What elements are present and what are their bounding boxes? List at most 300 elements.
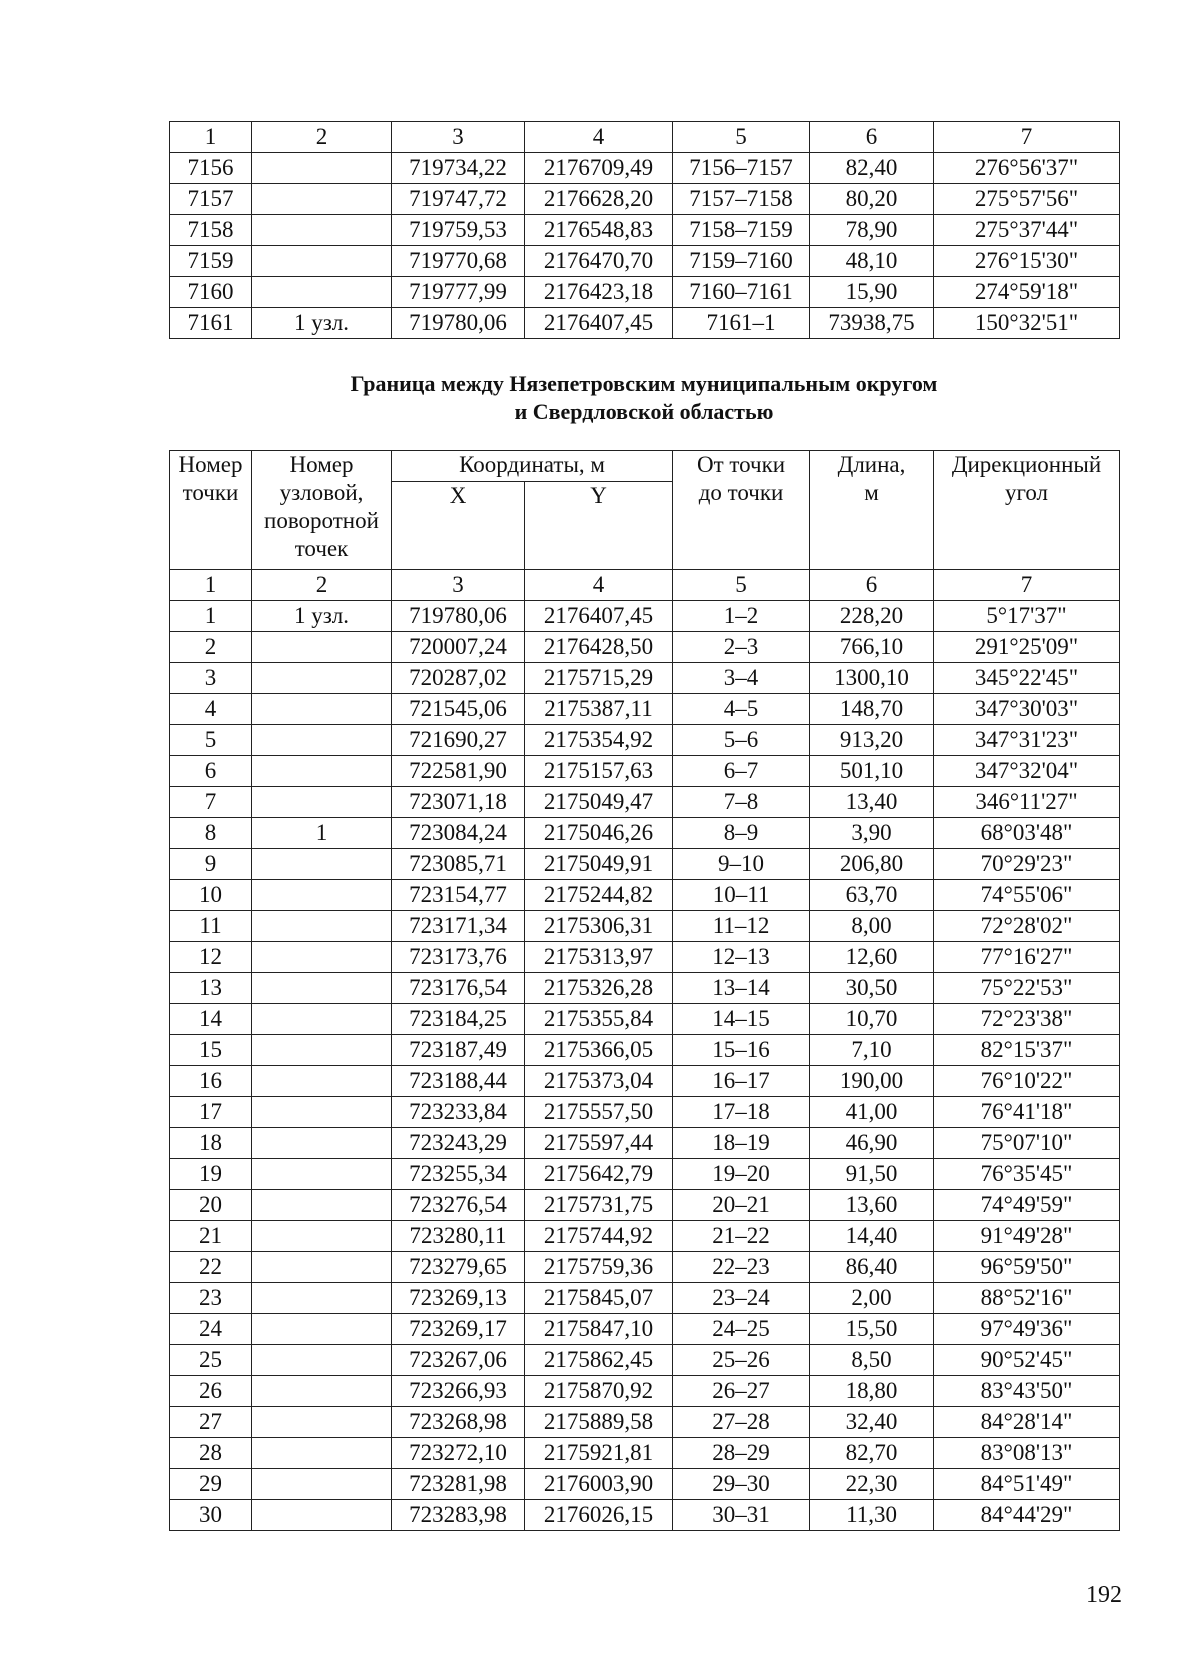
table-cell: 11–12 bbox=[673, 911, 810, 942]
table-cell: 276°15'30" bbox=[934, 246, 1120, 277]
table-cell bbox=[252, 1283, 392, 1314]
column-number-cell: 4 bbox=[525, 122, 673, 153]
table-cell: 7161 bbox=[170, 308, 252, 339]
table-cell bbox=[252, 1004, 392, 1035]
table-cell: 148,70 bbox=[810, 694, 934, 725]
table-cell: 46,90 bbox=[810, 1128, 934, 1159]
table-cell: 2175744,92 bbox=[525, 1221, 673, 1252]
table-cell: 2176709,49 bbox=[525, 153, 673, 184]
table-cell: 77°16'27" bbox=[934, 942, 1120, 973]
table-cell: 21–22 bbox=[673, 1221, 810, 1252]
table-cell: 2175354,92 bbox=[525, 725, 673, 756]
table-cell: 10,70 bbox=[810, 1004, 934, 1035]
table-cell: 16 bbox=[170, 1066, 252, 1097]
table-cell: 2175387,11 bbox=[525, 694, 673, 725]
table-cell: 2175731,75 bbox=[525, 1190, 673, 1221]
table-cell: 2175366,05 bbox=[525, 1035, 673, 1066]
table-cell: 13–14 bbox=[673, 973, 810, 1004]
table-cell: 4 bbox=[170, 694, 252, 725]
table-cell: 7156–7157 bbox=[673, 153, 810, 184]
table-cell: 2 bbox=[170, 632, 252, 663]
table-cell: 25 bbox=[170, 1345, 252, 1376]
table-cell: 3–4 bbox=[673, 663, 810, 694]
table-cell bbox=[252, 215, 392, 246]
table-cell: 8,50 bbox=[810, 1345, 934, 1376]
table-cell: 5 bbox=[170, 725, 252, 756]
table-cell: 70°29'23" bbox=[934, 849, 1120, 880]
table-cell: 7158–7159 bbox=[673, 215, 810, 246]
table-cell: 723276,54 bbox=[392, 1190, 525, 1221]
table-cell: 90°52'45" bbox=[934, 1345, 1120, 1376]
table-cell: 2175046,26 bbox=[525, 818, 673, 849]
table-cell: 2176423,18 bbox=[525, 277, 673, 308]
table-cell: 83°43'50" bbox=[934, 1376, 1120, 1407]
column-number-cell: 5 bbox=[673, 570, 810, 601]
table-cell: 291°25'09" bbox=[934, 632, 1120, 663]
table-cell: 7159 bbox=[170, 246, 252, 277]
table-cell bbox=[252, 632, 392, 663]
table-cell: 723280,11 bbox=[392, 1221, 525, 1252]
column-number-cell: 6 bbox=[810, 570, 934, 601]
table-cell: 73938,75 bbox=[810, 308, 934, 339]
table-cell: 88°52'16" bbox=[934, 1283, 1120, 1314]
table-row bbox=[170, 756, 1120, 787]
table-cell bbox=[252, 1407, 392, 1438]
table-cell: 23–24 bbox=[673, 1283, 810, 1314]
table-cell: 2176026,15 bbox=[525, 1500, 673, 1531]
boundary-points-table bbox=[169, 450, 1120, 1531]
table-cell: 2176470,70 bbox=[525, 246, 673, 277]
table-cell bbox=[252, 880, 392, 911]
table-cell: 14 bbox=[170, 1004, 252, 1035]
table-cell: 723071,18 bbox=[392, 787, 525, 818]
table-cell: 2175157,63 bbox=[525, 756, 673, 787]
header-from-to: От точки до точки bbox=[673, 451, 810, 570]
table-cell: 29–30 bbox=[673, 1469, 810, 1500]
table-cell: 30,50 bbox=[810, 973, 934, 1004]
table-cell: 723272,10 bbox=[392, 1438, 525, 1469]
table-cell: 720007,24 bbox=[392, 632, 525, 663]
table-cell: 11 bbox=[170, 911, 252, 942]
table-cell: 2175921,81 bbox=[525, 1438, 673, 1469]
table-cell: 27–28 bbox=[673, 1407, 810, 1438]
table-cell bbox=[252, 1159, 392, 1190]
table-cell bbox=[252, 1469, 392, 1500]
table-cell: 7 bbox=[170, 787, 252, 818]
table-cell bbox=[252, 1128, 392, 1159]
table-cell: 3 bbox=[170, 663, 252, 694]
table-cell: 20 bbox=[170, 1190, 252, 1221]
table-cell: 274°59'18" bbox=[934, 277, 1120, 308]
table-cell: 723176,54 bbox=[392, 973, 525, 1004]
column-number-cell: 2 bbox=[252, 570, 392, 601]
table-row bbox=[170, 1407, 1120, 1438]
table-row bbox=[170, 1345, 1120, 1376]
table-cell: 2175870,92 bbox=[525, 1376, 673, 1407]
table-cell: 719777,99 bbox=[392, 277, 525, 308]
table-cell: 14,40 bbox=[810, 1221, 934, 1252]
table-cell bbox=[252, 1066, 392, 1097]
table-cell: 1300,10 bbox=[810, 663, 934, 694]
section-title bbox=[169, 370, 1119, 426]
table-cell: 723283,98 bbox=[392, 1500, 525, 1531]
table-cell: 7157–7158 bbox=[673, 184, 810, 215]
table-cell: 25–26 bbox=[673, 1345, 810, 1376]
table-cell: 3,90 bbox=[810, 818, 934, 849]
table-cell: 84°51'49" bbox=[934, 1469, 1120, 1500]
table-cell: 19–20 bbox=[673, 1159, 810, 1190]
table-row bbox=[170, 1004, 1120, 1035]
table-cell bbox=[252, 246, 392, 277]
table-cell: 7158 bbox=[170, 215, 252, 246]
table-cell: 14–15 bbox=[673, 1004, 810, 1035]
table-cell bbox=[252, 911, 392, 942]
column-number-cell: 7 bbox=[934, 570, 1120, 601]
table-cell: 347°31'23" bbox=[934, 725, 1120, 756]
table-cell: 13,60 bbox=[810, 1190, 934, 1221]
table-cell: 723266,93 bbox=[392, 1376, 525, 1407]
table-cell: 82,70 bbox=[810, 1438, 934, 1469]
table-cell: 723255,34 bbox=[392, 1159, 525, 1190]
table-cell: 75°07'10" bbox=[934, 1128, 1120, 1159]
table-cell: 74°55'06" bbox=[934, 880, 1120, 911]
table-cell: 719780,06 bbox=[392, 308, 525, 339]
table-row bbox=[170, 184, 1120, 215]
table-cell: 13 bbox=[170, 973, 252, 1004]
table-cell: 8 bbox=[170, 818, 252, 849]
table-cell: 96°59'50" bbox=[934, 1252, 1120, 1283]
table-cell: 15–16 bbox=[673, 1035, 810, 1066]
table-cell: 7160 bbox=[170, 277, 252, 308]
table-cell: 721690,27 bbox=[392, 725, 525, 756]
table-cell: 2176407,45 bbox=[525, 601, 673, 632]
column-number-cell: 7 bbox=[934, 122, 1120, 153]
table-row bbox=[170, 973, 1120, 1004]
table-cell: 83°08'13" bbox=[934, 1438, 1120, 1469]
table-row bbox=[170, 1376, 1120, 1407]
table-cell: 82,40 bbox=[810, 153, 934, 184]
table-row bbox=[170, 1438, 1120, 1469]
table-cell bbox=[252, 1500, 392, 1531]
table-cell: 2175597,44 bbox=[525, 1128, 673, 1159]
table-cell: 1 узл. bbox=[252, 601, 392, 632]
top-continuation-table bbox=[169, 121, 1120, 339]
table-row bbox=[170, 1500, 1120, 1531]
table-cell: 9 bbox=[170, 849, 252, 880]
table-cell: 346°11'27" bbox=[934, 787, 1120, 818]
table-cell: 75°22'53" bbox=[934, 973, 1120, 1004]
table-cell: 26 bbox=[170, 1376, 252, 1407]
table-row bbox=[170, 1097, 1120, 1128]
table-cell bbox=[252, 153, 392, 184]
table-cell: 228,20 bbox=[810, 601, 934, 632]
table-cell bbox=[252, 942, 392, 973]
table-cell: 22 bbox=[170, 1252, 252, 1283]
table-cell bbox=[252, 1190, 392, 1221]
table-cell: 24 bbox=[170, 1314, 252, 1345]
table-cell: 76°41'18" bbox=[934, 1097, 1120, 1128]
table-cell: 80,20 bbox=[810, 184, 934, 215]
table-cell: 97°49'36" bbox=[934, 1314, 1120, 1345]
table-cell: 723268,98 bbox=[392, 1407, 525, 1438]
table-cell: 723269,17 bbox=[392, 1314, 525, 1345]
table-row bbox=[170, 725, 1120, 756]
table-cell: 2175355,84 bbox=[525, 1004, 673, 1035]
table-cell: 7159–7160 bbox=[673, 246, 810, 277]
table-cell: 86,40 bbox=[810, 1252, 934, 1283]
table-cell: 720287,02 bbox=[392, 663, 525, 694]
table-cell: 10–11 bbox=[673, 880, 810, 911]
table-cell bbox=[252, 663, 392, 694]
table-row bbox=[170, 1128, 1120, 1159]
table-row bbox=[170, 787, 1120, 818]
table-cell: 501,10 bbox=[810, 756, 934, 787]
table-cell: 22,30 bbox=[810, 1469, 934, 1500]
table-row bbox=[170, 601, 1120, 632]
table-cell bbox=[252, 694, 392, 725]
table-row bbox=[170, 153, 1120, 184]
table-cell: 78,90 bbox=[810, 215, 934, 246]
table-cell bbox=[252, 1345, 392, 1376]
table-cell: 7156 bbox=[170, 153, 252, 184]
table-cell: 22–23 bbox=[673, 1252, 810, 1283]
header-y: Y bbox=[525, 482, 673, 570]
table-cell: 10 bbox=[170, 880, 252, 911]
table-row bbox=[170, 1314, 1120, 1345]
table-cell: 74°49'59" bbox=[934, 1190, 1120, 1221]
table-cell: 6–7 bbox=[673, 756, 810, 787]
table-cell: 11,30 bbox=[810, 1500, 934, 1531]
table-row bbox=[170, 1066, 1120, 1097]
table-cell: 719780,06 bbox=[392, 601, 525, 632]
column-number-cell: 6 bbox=[810, 122, 934, 153]
table-cell: 719734,22 bbox=[392, 153, 525, 184]
table-cell: 719770,68 bbox=[392, 246, 525, 277]
table-row bbox=[170, 246, 1120, 277]
table-cell bbox=[252, 277, 392, 308]
table-cell: 18 bbox=[170, 1128, 252, 1159]
table-cell: 4–5 bbox=[673, 694, 810, 725]
table-cell: 19 bbox=[170, 1159, 252, 1190]
table-cell: 206,80 bbox=[810, 849, 934, 880]
table-cell: 1 bbox=[252, 818, 392, 849]
table-cell: 15,50 bbox=[810, 1314, 934, 1345]
table-cell bbox=[252, 1314, 392, 1345]
table-cell: 84°28'14" bbox=[934, 1407, 1120, 1438]
table-cell: 30–31 bbox=[673, 1500, 810, 1531]
table-cell: 21 bbox=[170, 1221, 252, 1252]
table-cell bbox=[252, 1438, 392, 1469]
table-cell: 723084,24 bbox=[392, 818, 525, 849]
table-cell: 17–18 bbox=[673, 1097, 810, 1128]
table-cell: 26–27 bbox=[673, 1376, 810, 1407]
table-cell: 2175715,29 bbox=[525, 663, 673, 694]
table-cell: 41,00 bbox=[810, 1097, 934, 1128]
table-cell: 2175326,28 bbox=[525, 973, 673, 1004]
column-number-cell: 3 bbox=[392, 122, 525, 153]
table-cell: 723085,71 bbox=[392, 849, 525, 880]
table-cell: 275°37'44" bbox=[934, 215, 1120, 246]
table-cell: 23 bbox=[170, 1283, 252, 1314]
table-cell: 48,10 bbox=[810, 246, 934, 277]
table-row bbox=[170, 308, 1120, 339]
table-cell: 2176003,90 bbox=[525, 1469, 673, 1500]
table-cell: 8,00 bbox=[810, 911, 934, 942]
table-cell: 27 bbox=[170, 1407, 252, 1438]
table-row bbox=[170, 880, 1120, 911]
table-cell: 20–21 bbox=[673, 1190, 810, 1221]
column-number-row bbox=[170, 122, 1120, 153]
table-row bbox=[170, 663, 1120, 694]
table-cell: 2175049,47 bbox=[525, 787, 673, 818]
table-cell: 7161–1 bbox=[673, 308, 810, 339]
table-cell: 18,80 bbox=[810, 1376, 934, 1407]
table-cell bbox=[252, 184, 392, 215]
table-cell: 2175642,79 bbox=[525, 1159, 673, 1190]
table-cell: 723233,84 bbox=[392, 1097, 525, 1128]
table-cell: 32,40 bbox=[810, 1407, 934, 1438]
table-cell: 1 bbox=[170, 601, 252, 632]
table-cell: 2176428,50 bbox=[525, 632, 673, 663]
table-cell: 2176407,45 bbox=[525, 308, 673, 339]
header-x: X bbox=[392, 482, 525, 570]
table-cell: 723188,44 bbox=[392, 1066, 525, 1097]
table-cell: 16–17 bbox=[673, 1066, 810, 1097]
table-cell: 2175049,91 bbox=[525, 849, 673, 880]
header-direction-angle: Дирекционный угол bbox=[934, 451, 1120, 570]
table-row bbox=[170, 1283, 1120, 1314]
section-title-line-1: Граница между Нязепетровским муниципальным округом bbox=[350, 371, 938, 396]
table-cell: 2175759,36 bbox=[525, 1252, 673, 1283]
table-row bbox=[170, 1035, 1120, 1066]
table-row bbox=[170, 1159, 1120, 1190]
header-point-number: Номер точки bbox=[170, 451, 252, 570]
table-cell: 12,60 bbox=[810, 942, 934, 973]
table-cell: 2175244,82 bbox=[525, 880, 673, 911]
table-cell: 719759,53 bbox=[392, 215, 525, 246]
table-cell bbox=[252, 1252, 392, 1283]
column-number-row bbox=[170, 570, 1120, 601]
table-cell: 723171,34 bbox=[392, 911, 525, 942]
table-row bbox=[170, 911, 1120, 942]
table-row bbox=[170, 1252, 1120, 1283]
table-cell: 76°35'45" bbox=[934, 1159, 1120, 1190]
table-cell: 91,50 bbox=[810, 1159, 934, 1190]
column-number-cell: 5 bbox=[673, 122, 810, 153]
table-cell: 190,00 bbox=[810, 1066, 934, 1097]
table-cell: 2175847,10 bbox=[525, 1314, 673, 1345]
table-row bbox=[170, 942, 1120, 973]
table-cell: 2175845,07 bbox=[525, 1283, 673, 1314]
table-row bbox=[170, 1190, 1120, 1221]
table-cell: 347°32'04" bbox=[934, 756, 1120, 787]
table-cell: 2175313,97 bbox=[525, 942, 673, 973]
table-cell: 82°15'37" bbox=[934, 1035, 1120, 1066]
table-cell: 29 bbox=[170, 1469, 252, 1500]
table-cell: 723279,65 bbox=[392, 1252, 525, 1283]
table-cell: 2175557,50 bbox=[525, 1097, 673, 1128]
table-cell: 2175862,45 bbox=[525, 1345, 673, 1376]
table-cell: 723269,13 bbox=[392, 1283, 525, 1314]
table-cell: 13,40 bbox=[810, 787, 934, 818]
header-length: Длина, м bbox=[810, 451, 934, 570]
table-cell: 2175373,04 bbox=[525, 1066, 673, 1097]
table-cell: 723281,98 bbox=[392, 1469, 525, 1500]
table-cell bbox=[252, 1376, 392, 1407]
page-number: 192 bbox=[1086, 1582, 1122, 1608]
table-row bbox=[170, 1221, 1120, 1252]
table-row bbox=[170, 215, 1120, 246]
column-number-cell: 1 bbox=[170, 122, 252, 153]
table-cell: 12 bbox=[170, 942, 252, 973]
table-cell: 15,90 bbox=[810, 277, 934, 308]
table-cell bbox=[252, 725, 392, 756]
table-cell: 723154,77 bbox=[392, 880, 525, 911]
table-cell: 2176628,20 bbox=[525, 184, 673, 215]
table-cell: 30 bbox=[170, 1500, 252, 1531]
table-row bbox=[170, 277, 1120, 308]
table-cell: 68°03'48" bbox=[934, 818, 1120, 849]
section-title-line-2: и Свердловской областью bbox=[514, 399, 774, 424]
table-row bbox=[170, 818, 1120, 849]
table-cell: 766,10 bbox=[810, 632, 934, 663]
header-node-number: Номер узловой, поворотной точек bbox=[252, 451, 392, 570]
table-cell: 2176548,83 bbox=[525, 215, 673, 246]
table-cell: 723267,06 bbox=[392, 1345, 525, 1376]
table-cell: 9–10 bbox=[673, 849, 810, 880]
table-cell: 76°10'22" bbox=[934, 1066, 1120, 1097]
table-cell bbox=[252, 973, 392, 1004]
table-cell bbox=[252, 756, 392, 787]
table-cell: 7160–7161 bbox=[673, 277, 810, 308]
table-cell: 2–3 bbox=[673, 632, 810, 663]
table-cell: 2175306,31 bbox=[525, 911, 673, 942]
table-row bbox=[170, 1469, 1120, 1500]
table-cell bbox=[252, 787, 392, 818]
table-cell: 5–6 bbox=[673, 725, 810, 756]
table-cell: 347°30'03" bbox=[934, 694, 1120, 725]
table-cell: 8–9 bbox=[673, 818, 810, 849]
table-cell: 345°22'45" bbox=[934, 663, 1120, 694]
table-cell: 723187,49 bbox=[392, 1035, 525, 1066]
table-cell: 72°23'38" bbox=[934, 1004, 1120, 1035]
table-cell: 7157 bbox=[170, 184, 252, 215]
column-number-cell: 3 bbox=[392, 570, 525, 601]
column-number-cell: 4 bbox=[525, 570, 673, 601]
table-cell: 2,00 bbox=[810, 1283, 934, 1314]
table-cell: 28 bbox=[170, 1438, 252, 1469]
table-cell: 15 bbox=[170, 1035, 252, 1066]
header-coordinates: Координаты, м bbox=[392, 451, 673, 482]
table-cell: 7–8 bbox=[673, 787, 810, 818]
table-cell: 24–25 bbox=[673, 1314, 810, 1345]
table-cell: 17 bbox=[170, 1097, 252, 1128]
table-row bbox=[170, 849, 1120, 880]
table-cell: 12–13 bbox=[673, 942, 810, 973]
table-cell: 84°44'29" bbox=[934, 1500, 1120, 1531]
table-row bbox=[170, 632, 1120, 663]
table-cell: 6 bbox=[170, 756, 252, 787]
column-number-cell: 2 bbox=[252, 122, 392, 153]
table-cell: 721545,06 bbox=[392, 694, 525, 725]
table-cell: 1–2 bbox=[673, 601, 810, 632]
table-cell: 5°17'37" bbox=[934, 601, 1120, 632]
table-cell: 276°56'37" bbox=[934, 153, 1120, 184]
table-cell bbox=[252, 1035, 392, 1066]
table-cell: 913,20 bbox=[810, 725, 934, 756]
table-row bbox=[170, 694, 1120, 725]
table-cell: 719747,72 bbox=[392, 184, 525, 215]
